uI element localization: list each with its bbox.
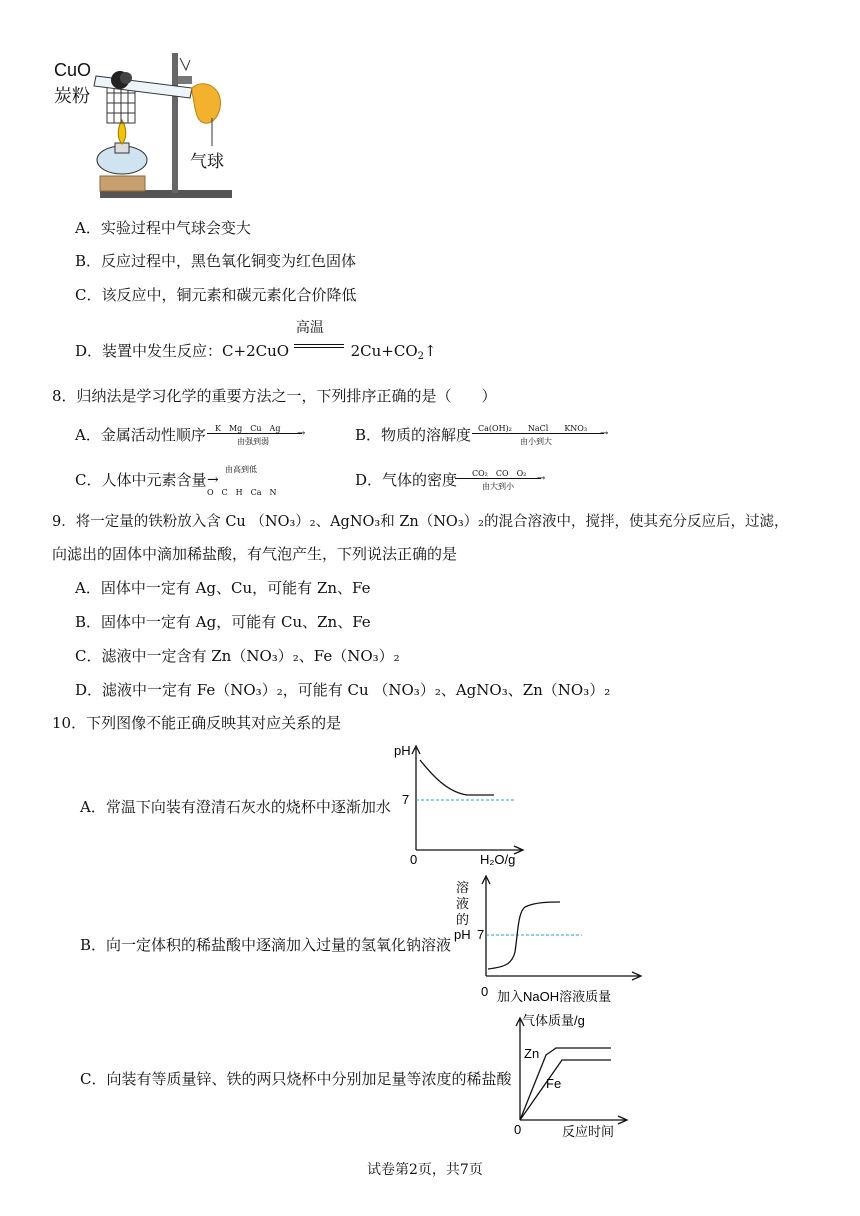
q8-option-c-label: C．人体中元素含量 [75, 471, 207, 489]
subscript: 2 [417, 351, 425, 362]
q8-d-order: CO₂ CO O₂ [472, 469, 527, 478]
graph-a-curve [420, 760, 494, 795]
graph-b-origin: 0 [481, 984, 489, 999]
q8-a-arrow [207, 433, 302, 434]
graph-c-line-fe [520, 1060, 611, 1120]
equation-condition: 高温 [295, 320, 324, 336]
q8-option-a-label: A．金属活动性顺序 [75, 426, 206, 444]
q8-c-order: O C H Ca N [207, 488, 277, 497]
q10-option-b: B．向一定体积的稀盐酸中逐滴加入过量的氢氧化钠溶液 [80, 936, 452, 954]
q9-stem-line1: 9．将一定量的铁粉放入含 Cu （NO₃）₂、AgNO₃和 Zn（NO₃）₂的混合溶液中，搅拌，使其充分反应后，过滤， [52, 514, 789, 530]
q8-d-direction: 由大到小 [482, 482, 514, 491]
q8-a-order: K Mg Cu Ag [215, 424, 281, 433]
q10-option-a: A．常温下向装有澄清石灰水的烧杯中逐渐加水 [80, 798, 391, 816]
label-cuo: CuO [54, 60, 92, 80]
graph-c-ylabel: 气体质量/g [522, 1013, 585, 1028]
graph-b-ylabel-1: 溶 [456, 880, 470, 895]
equation-products: 2Cu+CO [350, 342, 418, 360]
graph-c-label-zn: Zn [524, 1046, 540, 1061]
q8-c-direction: 由高到低 [225, 465, 257, 474]
flame [118, 120, 126, 144]
graph-c [508, 1010, 634, 1140]
q9-option-c: C．滤液中一定含有 Zn（NO₃）₂、Fe（NO₃）₂ [75, 647, 400, 665]
graph-a-xlabel: H₂O/g [480, 852, 516, 867]
page-footer: 试卷第2页，共7页 [367, 1162, 483, 1178]
q8-option-b-label: B．物质的溶解度 [355, 426, 472, 444]
graph-b-ylabel-3: 的 [456, 912, 470, 927]
q7-option-d [75, 320, 437, 367]
graph-a-origin: 0 [410, 852, 418, 867]
graph-c-xlabel: 反应时间 [562, 1124, 615, 1139]
graph-c-label-fe: Fe [546, 1076, 562, 1091]
q8-b-order: Ca(OH)₂ NaCl KNO₃ [478, 424, 588, 433]
q9-option-a: A．固体中一定有 Ag、Cu，可能有 Zn、Fe [75, 579, 371, 597]
graph-c-origin: 0 [514, 1122, 522, 1137]
q8-b-arrow [472, 433, 604, 434]
q9-option-d: D．滤液中一定有 Fe（NO₃）₂，可能有 Cu （NO₃）₂、AgNO₃、Zn（NO₃）₂ [75, 681, 611, 699]
q7-option-c: C．该反应中，铜元素和碳元素化合价降低 [75, 286, 357, 304]
graph-b-ylabel-4: pH [454, 927, 471, 942]
q8-d-arrow [455, 478, 541, 479]
graph-b-y7: 7 [477, 927, 485, 942]
q7-option-b: B．反应过程中，黑色氧化铜变为红色固体 [75, 252, 357, 270]
q10-stem: 10．下列图像不能正确反映其对应关系的是 [52, 714, 342, 732]
equation-reactants: D．装置中发生反应：C+2CuO [75, 342, 290, 360]
graph-b [450, 872, 650, 1006]
equation-equals [294, 320, 346, 356]
graph-b-xlabel: 加入NaOH溶液质量 [497, 989, 612, 1004]
graph-a-ylabel: pH [394, 743, 411, 758]
q10-option-c: C．向装有等质量锌、铁的两只烧杯中分别加足量等浓度的稀盐酸 [80, 1070, 512, 1088]
q8-b-direction: 由小到大 [520, 437, 552, 446]
gas-arrow: ↑ [424, 342, 437, 360]
balloon-icon [192, 84, 220, 123]
graph-b-ylabel-2: 液 [456, 896, 470, 911]
stand-rod [172, 53, 178, 193]
q7-option-a: A．实验过程中气球会变大 [75, 219, 251, 237]
q9-stem-line2: 向滤出的固体中滴加稀盐酸，有气泡产生，下列说法正确的是 [52, 545, 458, 563]
q8-c-arrow: → [207, 472, 219, 488]
graph-a [392, 740, 532, 868]
q8-a-direction: 由强到弱 [237, 437, 269, 446]
graph-a-y7: 7 [402, 792, 410, 807]
q8-option-d-label: D．气体的密度 [355, 471, 458, 489]
label-carbon-powder: 炭粉 [54, 86, 90, 107]
burner-base [100, 176, 145, 191]
q9-option-b: B．固体中一定有 Ag，可能有 Cu、Zn、Fe [75, 613, 371, 631]
label-balloon: 气球 [190, 152, 224, 172]
q8-stem: 8．归纳法是学习化学的重要方法之一，下列排序正确的是（ ） [52, 387, 497, 405]
